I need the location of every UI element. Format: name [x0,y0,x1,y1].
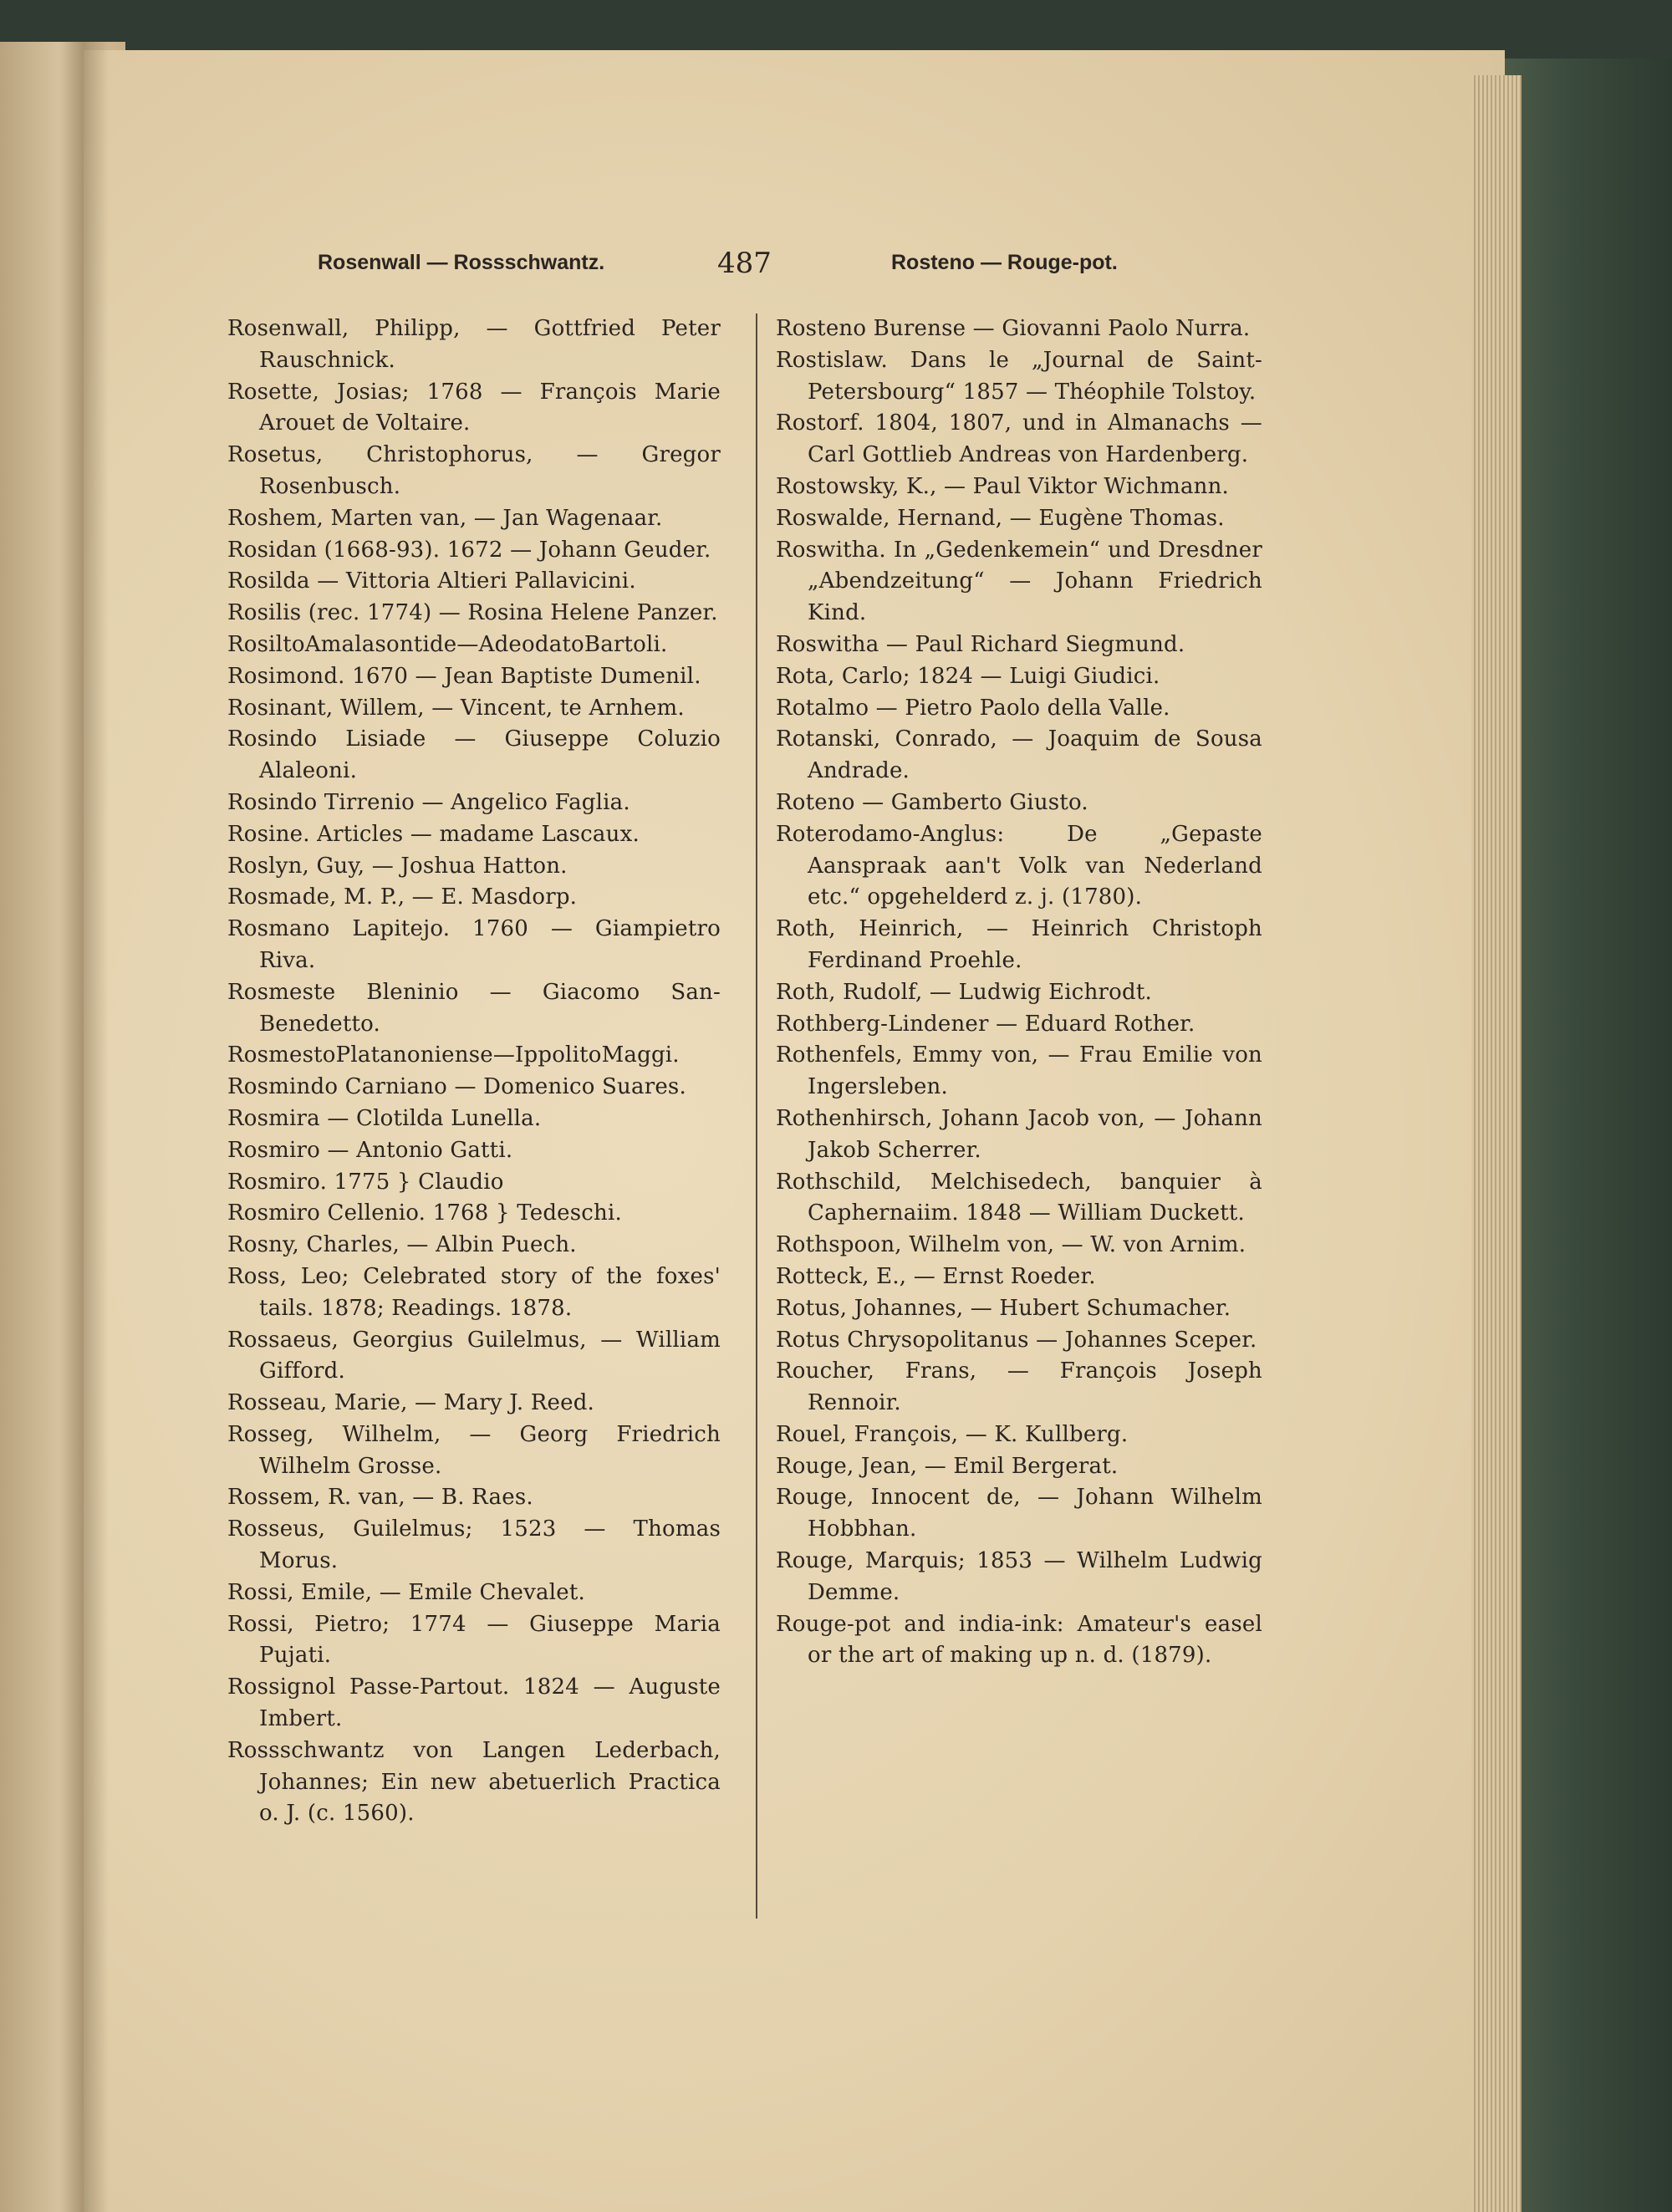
entry: Ross, Leo; Celebrated story of the foxes' tails. 1878; Readings. 1878. [227,1263,721,1321]
entry: Rosmindo Carniano — Domenico Suares. [227,1074,686,1100]
entry: Roslyn, Guy, — Joshua Hatton. [227,853,568,879]
entry: Rosenwall, Philipp, — Gottfried Peter Rauschnick. [227,316,721,373]
entry: Roucher, Frans, — François Joseph Rennoir. [776,1358,1262,1416]
entry: Rosilda — Vittoria Altieri Pallavicini. [227,568,636,594]
entry: Rota, Carlo; 1824 — Luigi Giudici. [776,663,1160,689]
entry: RosiltoAmalasontide—AdeodatoBartoli. [227,631,668,657]
page-gutter [59,42,109,2212]
entry: Rouge, Jean, — Emil Bergerat. [776,1453,1119,1479]
entry: Rotalmo — Pietro Paolo della Valle. [776,695,1170,721]
entry: Rotus, Johannes, — Hubert Schumacher. [776,1295,1231,1321]
entry: Rosetus, Christophorus, — Gregor Rosenbusch. [227,442,721,499]
entry: Roswitha. In „Gedenkemein“ und Dresdner „Abendzeitung“ — Johann Friedrich Kind. [776,537,1262,626]
entry: Rotteck, E., — Ernst Roeder. [776,1263,1096,1289]
entry: Rosette, Josias; 1768 — François Marie Arouet de Voltaire. [227,379,721,436]
entry: Roswalde, Hernand, — Eugène Thomas. [776,505,1225,531]
entry: Rosmeste Bleninio — Giacomo San-Benedetto. [227,979,721,1037]
book-cover [1505,59,1672,2212]
column-divider [756,313,757,1919]
running-head-right: Rosteno — Rouge-pot. [891,251,1118,274]
entry: Rosmira — Clotilda Lunella. [227,1105,542,1131]
entry: RosmestoPlatanoniense—IppolitoMaggi. [227,1042,680,1068]
entry: Rothberg-Lindener — Eduard Rother. [776,1011,1195,1037]
left-column [227,313,721,1830]
entry: Rosseg, Wilhelm, — Georg Friedrich Wilhelm Grosse. [227,1421,721,1479]
entry: Rosseus, Guilelmus; 1523 — Thomas Morus. [227,1516,721,1574]
entry: Rosmano Lapitejo. 1760 — Giampietro Riva. [227,916,721,973]
entry: Rossem, R. van, — B. Raes. [227,1485,533,1511]
entry: Rothspoon, Wilhelm von, — W. von Arnim. [776,1232,1246,1258]
entry: Rossignol Passe-Partout. 1824 — Auguste Imbert. [227,1674,721,1732]
entry: Rosidan (1668-93). 1672 — Johann Geuder. [227,537,711,563]
entry: Rosine. Articles — madame Lascaux. [227,821,640,847]
entry: Rothschild, Melchisedech, banquier à Caphernaiim. 1848 — William Duckett. [776,1169,1262,1226]
entry: Rouge, Innocent de, — Johann Wilhelm Hobbhan. [776,1485,1262,1542]
entry: Rosmade, M. P., — E. Masdorp. [227,884,578,910]
page-edges [1471,75,1522,2212]
entry: Rossi, Emile, — Emile Chevalet. [227,1579,585,1605]
entry: Rothenfels, Emmy von, — Frau Emilie von Ingersleben. [776,1042,1262,1100]
entry: Roteno — Gamberto Giusto. [776,789,1088,815]
entry: Rosimond. 1670 — Jean Baptiste Dumenil. [227,663,701,689]
entry: Rothenhirsch, Johann Jacob von, — Johann Jakob Scherrer. [776,1105,1262,1163]
entry: Roth, Rudolf, — Ludwig Eichrodt. [776,979,1152,1005]
entry: Rosmiro — Antonio Gatti. [227,1137,513,1163]
entry: Rosteno Burense — Giovanni Paolo Nurra. [776,316,1251,341]
entry: Rosinant, Willem, — Vincent, te Arnhem. [227,695,685,721]
entry: Roshem, Marten van, — Jan Wagenaar. [227,505,663,531]
entry: Rosny, Charles, — Albin Puech. [227,1232,577,1258]
entry: Rosseau, Marie, — Mary J. Reed. [227,1390,595,1416]
entry: Rossi, Pietro; 1774 — Giuseppe Maria Pujati. [227,1611,721,1669]
entry: Rosindo Tirrenio — Angelico Faglia. [227,789,630,815]
entry: Roswitha — Paul Richard Siegmund. [776,631,1185,657]
right-column [776,313,1262,1672]
entry: Rosmiro. 1775 } Claudio [227,1169,504,1195]
entry: Rouge, Marquis; 1853 — Wilhelm Ludwig Demme. [776,1548,1262,1605]
entry: Rostorf. 1804, 1807, und in Almanachs — Carl Gottlieb Andreas von Hardenberg. [776,410,1262,468]
entry: Rouel, François, — K. Kullberg. [776,1421,1129,1447]
entry: Rotus Chrysopolitanus — Johannes Sceper. [776,1327,1257,1353]
running-head-left: Rosenwall — Rossschwantz. [318,251,605,274]
entry: Rotanski, Conrado, — Joaquim de Sousa Andrade. [776,726,1262,784]
entry: Rossschwantz von Langen Lederbach, Johannes; Ein new abetuerlich Practica o. J. (c. 1560). [227,1737,721,1827]
entry: Rosindo Lisiade — Giuseppe Coluzio Alaleoni. [227,726,721,784]
page-number: 487 [717,247,772,280]
entry: Rosmiro Cellenio. 1768 } Tedeschi. [227,1200,622,1226]
entry: Rossaeus, Georgius Guilelmus, — William Gifford. [227,1327,721,1384]
entry: Rostowsky, K., — Paul Viktor Wichmann. [776,473,1230,499]
entry: Rouge-pot and india-ink: Amateur's easel or the art of making up n. d. (1879). [776,1611,1262,1669]
entry: Rostislaw. Dans le „Journal de Saint-Petersbourg“ 1857 — Théophile Tolstoy. [776,347,1262,405]
entry: Roterodamo-Anglus: De „Gepaste Aanspraak aan't Volk van Nederland etc.“ opgehelderd z. j. (1780). [776,821,1262,910]
entry: Roth, Heinrich, — Heinrich Christoph Ferdinand Proehle. [776,916,1262,973]
entry: Rosilis (rec. 1774) — Rosina Helene Panzer. [227,600,718,626]
